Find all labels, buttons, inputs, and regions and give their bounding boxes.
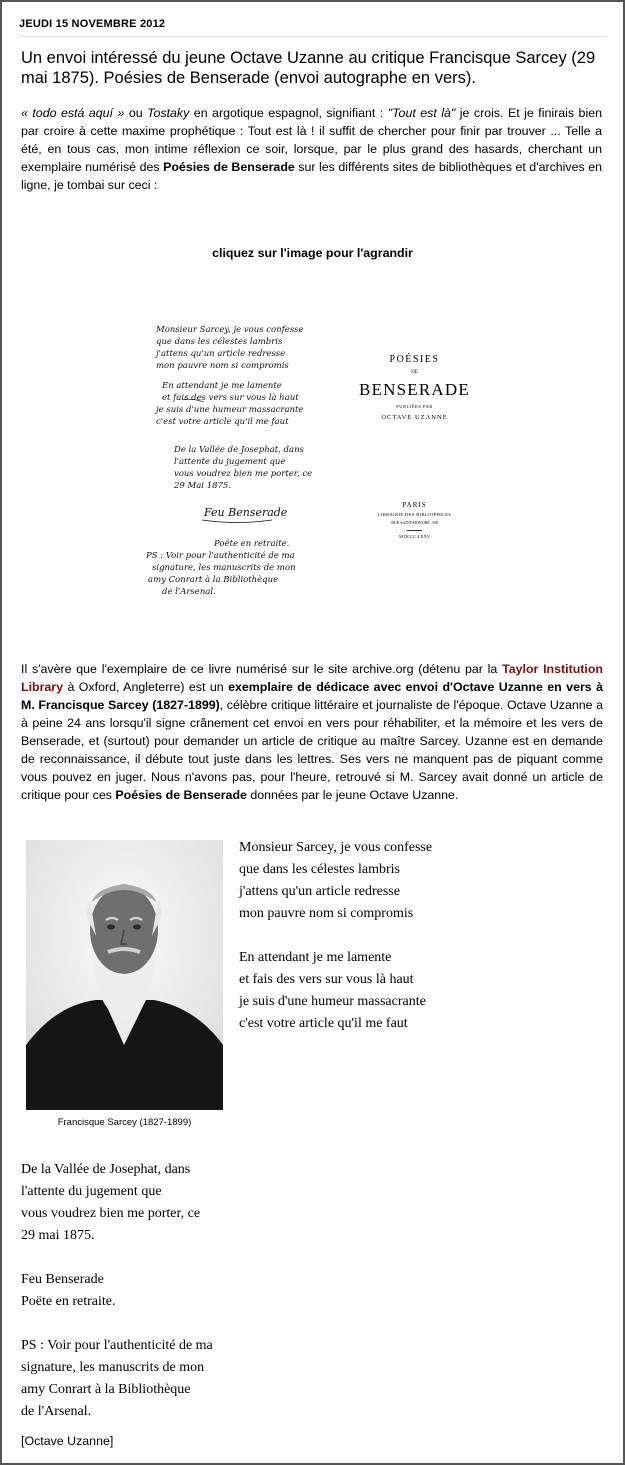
poem-line: de l'Arsenal.	[21, 1404, 92, 1419]
body-paragraph: Il s'avère que l'exemplaire de ce livre numérisé sur le site archive.org (détenu par la Taylor Institution Library à Oxford, Angleterre) est un exemplaire de dédicace avec envoi d'Octave Uzanne en vers à M. Francisque Sarcey (1827-1899), célèbre critique littéraire et journaliste de l'époque. Octave Uzanne a à peine 24 ans lorsqu'il signe crânement cet envoi en vers pour réhabiliter, et la mémoire et les vers de Benserade, et (surtout) pour demander un article de critique au maître Sarcey. Uzanne est en demande de reconnaissance, il débute tout juste dans les lettres. Ses vers ne manquent pas de piquant comme vous pouvez en juger. Nous n'avons pas, pour l'heure, retrouvé si M. Sarcey avait donné un article de critique pour ces Poésies de Benserade données par le jeune Octave Uzanne.	[21, 662, 604, 802]
intro-book-title: Poésies de Benserade	[163, 160, 295, 174]
title-page-author: OCTAVE UZANNE	[381, 414, 448, 421]
title-page-de: DE	[411, 370, 418, 375]
poem-line: mon pauvre nom si compromis	[239, 906, 414, 921]
manuscript-line: l'attente du jugement que	[174, 457, 286, 467]
poem-line: je suis d'une humeur massacrante	[239, 994, 426, 1009]
manuscript-signature: Feu Benserade	[204, 506, 288, 519]
poem-stanza	[239, 947, 569, 1035]
poem-lower	[21, 1159, 351, 1445]
poem-line: Feu Benserade	[21, 1272, 104, 1287]
title-page-poesies: POÉSIES	[389, 354, 440, 365]
book-scan-image[interactable]	[142, 320, 482, 610]
poem-stanza	[21, 1335, 351, 1423]
manuscript-line: En attendant je me lamente	[162, 381, 282, 391]
manuscript-line: Monsieur Sarcey, je vous confesse	[156, 325, 304, 335]
manuscript-line: c'est votre article qu'il me faut	[156, 417, 289, 427]
title-page-city: PARIS	[402, 501, 427, 509]
post-date: JEUDI 15 NOVEMBRE 2012	[19, 18, 166, 30]
body-book-title: Poésies de Benserade	[115, 788, 247, 802]
title-page-address: RUE SAINT-HONORÉ, 338	[391, 520, 438, 525]
portrait-caption: Francisque Sarcey (1827-1899)	[57, 1117, 192, 1128]
poem-line: De la Vallée de Josephat, dans	[21, 1162, 191, 1177]
poem-line: En attendant je me lamente	[239, 950, 392, 965]
poem-stanza	[239, 837, 569, 925]
book-title-page	[347, 348, 482, 548]
manuscript-line: vous voudrez bien me porter, ce	[174, 469, 313, 479]
manuscript-line: je suis d'une humeur massacrante	[156, 405, 304, 415]
enlarge-image-hint: cliquez sur l'image pour l'agrandir	[212, 246, 413, 260]
poem-line: et fais des vers sur vous là haut	[239, 972, 414, 987]
title-page-publiee-par: PUBLIÉES PAR	[396, 404, 433, 409]
title-page-publisher: LIBRAIRIE DES BIBLIOPHILES	[377, 512, 452, 517]
dedication-highlight: exemplaire de dédicace avec envoi d'Octave Uzanne en vers à M. Francisque Sarcey (1827-1899)	[21, 680, 604, 712]
title-page-benserade: BENSERADE	[359, 380, 470, 399]
manuscript-line: j'attens qu'un article redresse	[156, 349, 286, 359]
intro-quote-tostaky: Tostaky	[147, 106, 190, 120]
date-divider	[19, 36, 606, 37]
sarcey-portrait-photo[interactable]	[26, 840, 223, 1110]
poem-line: vous voudrez bien me porter, ce	[21, 1206, 201, 1221]
manuscript-line: amy Conrart à la Bibliothèque	[148, 575, 279, 585]
poem-line: Monsieur Sarcey, je vous confesse	[239, 840, 433, 855]
poem-stanza	[21, 1269, 351, 1313]
poem-line: amy Conrart à la Bibliothèque	[21, 1382, 191, 1397]
poem-line: c'est votre article qu'il me faut	[239, 1016, 408, 1031]
manuscript-line: et fais des vers sur vous là haut	[162, 393, 299, 403]
poem-line: j'attens qu'un article redresse	[239, 884, 400, 899]
manuscript-line: signature, les manuscrits de mon	[152, 563, 296, 573]
intro-quote-todo: « todo está aquí »	[21, 106, 125, 120]
poem-stanza	[21, 1159, 351, 1247]
taylor-library-link[interactable]: Taylor Institution Library	[21, 662, 603, 694]
manuscript-line: mon pauvre nom si compromis	[156, 361, 289, 371]
title-page-rule	[407, 530, 422, 531]
post-signature: [Octave Uzanne]	[21, 1434, 114, 1448]
poem-line: que dans les célestes lambris	[239, 862, 400, 877]
manuscript-line: De la Vallée de Josephat, dans	[174, 445, 304, 455]
poem-line: l'attente du jugement que	[21, 1184, 162, 1199]
manuscript-line: de l'Arsenal.	[162, 587, 216, 597]
manuscript-line: 29 Mai 1875.	[174, 481, 232, 491]
poem-line: Poëte en retraite.	[21, 1294, 116, 1309]
intro-paragraph: « todo está aquí » ou Tostaky en argotique espagnol, signifiant : "Tout est là" je crois. Et je finirais bien par croire à cette maxime prophétique : Tout est là ! il suffit de chercher pour finir par trouver ... Telle a été, en tous cas, mon intime réflexion ce soir, lorsque, par le plus grand des hasards, cherchant un exemplaire numérisé des Poésies de Benserade sur les différents sites de bibliothèques et d'archives en ligne, je tombai sur ceci :	[21, 106, 603, 192]
poem-line: PS : Voir pour l'authenticité de ma	[21, 1338, 213, 1353]
poem-upper	[239, 837, 569, 1057]
manuscript-line: PS : Voir pour l'authenticité de ma	[146, 551, 295, 561]
manuscript-dedication-image	[142, 320, 327, 610]
intro-quote-tout-est-la: "Tout est là"	[387, 106, 456, 120]
manuscript-line: que dans les célestes lambris	[156, 337, 283, 347]
manuscript-line: Poëte en retraite.	[214, 539, 290, 549]
title-page-year: M DCCC LXXV	[398, 534, 430, 539]
post-title[interactable]: Un envoi intéressé du jeune Octave Uzanne au critique Francisque Sarcey (29 mai 1875). Poésies de Benserade (envoi autographe en vers).	[21, 49, 596, 87]
poem-line: 29 mai 1875.	[21, 1228, 95, 1243]
poem-line: signature, les manuscrits de mon	[21, 1360, 205, 1375]
portrait-illustration	[26, 840, 223, 1110]
